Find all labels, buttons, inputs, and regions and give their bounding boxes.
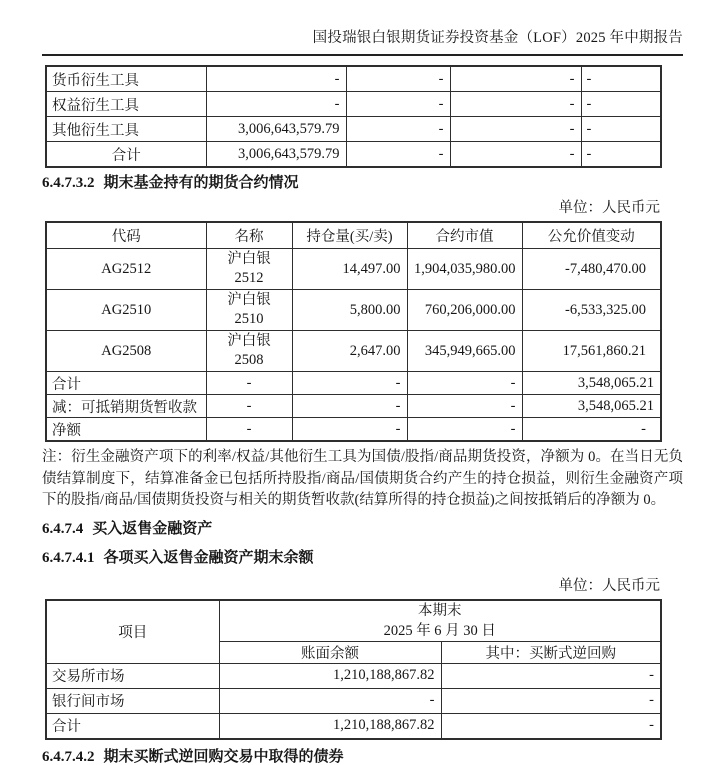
row-label: 减：可抵销期货暂收款: [46, 395, 206, 418]
period-label: 本期末: [418, 602, 462, 619]
cell-position: 14,497.00: [292, 249, 407, 290]
column-header-period: [219, 600, 661, 642]
section-text: 买入返售金融资产: [92, 520, 213, 537]
cell-outright-repo: -: [441, 688, 661, 713]
cell-name: [206, 290, 292, 331]
cell-fair-value-change: -7,480,470.00: [522, 249, 661, 290]
value-cell: -: [346, 92, 450, 117]
column-header-name: 名称: [206, 222, 292, 249]
cell-market-value: 345,949,665.00: [407, 331, 522, 372]
section-title-6-4-7-3-2: [42, 175, 683, 191]
column-header-item: 项目: [46, 600, 219, 664]
value-cell: -: [581, 117, 661, 142]
report-header-title: 国投瑞银白银期货证券投资基金（LOF）2025 年中期报告: [42, 26, 683, 56]
table-row: [46, 290, 661, 331]
cell-name-line2: 2510: [234, 311, 264, 327]
cell-fair-value-change: -6,533,325.00: [522, 290, 661, 331]
cell-position: -: [292, 418, 407, 442]
repo-assets-table: [45, 599, 662, 740]
derivatives-table: [45, 65, 662, 168]
section-title-6-4-7-4-1: [42, 550, 683, 566]
column-header-book-balance: 账面余额: [219, 641, 441, 663]
cell-position: 2,647.00: [292, 331, 407, 372]
derivatives-table-zone: [45, 65, 660, 168]
cell-name-line1: 沪白银: [227, 292, 271, 308]
table-header-row: [46, 222, 661, 249]
cell-name-line1: 沪白银: [227, 333, 271, 349]
value-cell: -: [346, 66, 450, 92]
value-cell: -: [206, 92, 346, 117]
value-cell: -: [206, 66, 346, 92]
row-label: 银行间市场: [46, 688, 219, 713]
table-header-row: [46, 600, 661, 642]
row-label: 交易所市场: [46, 663, 219, 688]
value-cell: -: [450, 66, 581, 92]
row-label: 合计: [46, 372, 206, 395]
value-cell: -: [346, 142, 450, 168]
section-number: 6.4.7.3.2: [42, 175, 95, 191]
value-cell: -: [581, 142, 661, 168]
cell-name: -: [206, 395, 292, 418]
table-row-net: [46, 418, 661, 442]
cell-name-line2: 2508: [234, 352, 264, 368]
repo-table-zone: [45, 599, 660, 740]
table-row-total: [46, 713, 661, 739]
cell-name: [206, 331, 292, 372]
cell-fair-value-change: 17,561,860.21: [522, 331, 661, 372]
cell-fair-value-change: 3,548,065.21: [522, 395, 661, 418]
row-label: 净额: [46, 418, 206, 442]
table-row: [46, 117, 661, 142]
cell-name: -: [206, 418, 292, 442]
table-row: [46, 92, 661, 117]
cell-code: AG2508: [46, 331, 206, 372]
cell-market-value: -: [407, 418, 522, 442]
value-cell: 3,006,643,579.79: [206, 142, 346, 168]
table-row: [46, 688, 661, 713]
section-text: 期末基金持有的期货合约情况: [103, 175, 299, 191]
cell-market-value: -: [407, 372, 522, 395]
value-cell: -: [450, 117, 581, 142]
table-row: [46, 66, 661, 92]
futures-holdings-table: [45, 221, 662, 442]
cell-name-line1: 沪白银: [227, 251, 271, 267]
section-title-6-4-7-4: [42, 521, 683, 537]
cell-name: [206, 249, 292, 290]
cell-market-value: -: [407, 395, 522, 418]
cell-name: -: [206, 372, 292, 395]
value-cell: -: [581, 66, 661, 92]
value-cell: -: [450, 142, 581, 168]
column-header-fair-value-change: 公允价值变动: [522, 222, 661, 249]
section-number: 6.4.7.4.2: [42, 748, 95, 765]
futures-table-zone: [45, 221, 660, 442]
cell-outright-repo: -: [441, 713, 661, 739]
cell-book-balance: 1,210,188,867.82: [219, 713, 441, 739]
cell-market-value: 760,206,000.00: [407, 290, 522, 331]
value-cell: -: [346, 117, 450, 142]
cell-code: AG2510: [46, 290, 206, 331]
value-cell: -: [450, 92, 581, 117]
row-label: 货币衍生工具: [46, 66, 206, 92]
table-row: [46, 331, 661, 372]
cell-book-balance: -: [219, 688, 441, 713]
table-row-offset: [46, 395, 661, 418]
cell-book-balance: 1,210,188,867.82: [219, 663, 441, 688]
period-date: 2025 年 6 月 30 日: [383, 622, 496, 639]
section-text: 期末买断式逆回购交易中取得的债券: [103, 748, 344, 765]
table-row: [46, 663, 661, 688]
section-text: 各项买入返售金融资产期末余额: [103, 549, 314, 566]
cell-position: -: [292, 395, 407, 418]
table-row: [46, 249, 661, 290]
cell-name-line2: 2512: [234, 270, 264, 286]
cell-position: 5,800.00: [292, 290, 407, 331]
table-row-total: [46, 372, 661, 395]
note-text: 注：衍生金融资产项下的利率/权益/其他衍生工具为国债/股指/商品期货投资，净额为 0。在当日无负债结算制度下，结算准备金已包括所持股指/商品/国债期货合约产生的持仓损益，则衍生金融资产项下的股指/商品/国债期货投资与相关的期货暂收款(结算所得的持仓损益)之间按抵销后的净额为 0。: [42, 449, 683, 508]
column-header-position: 持仓量(买/卖): [292, 222, 407, 249]
section-number: 6.4.7.4: [42, 520, 84, 537]
cell-position: -: [292, 372, 407, 395]
column-header-outright-repo: 其中：买断式逆回购: [441, 641, 661, 663]
row-label: 合计: [46, 713, 219, 739]
value-cell: -: [581, 92, 661, 117]
cell-outright-repo: -: [441, 663, 661, 688]
row-label: 合计: [46, 142, 206, 168]
table-row-total: [46, 142, 661, 168]
unit-label: 单位：人民币元: [558, 200, 660, 216]
value-cell: 3,006,643,579.79: [206, 117, 346, 142]
section-number: 6.4.7.4.1: [42, 549, 95, 566]
row-label: 其他衍生工具: [46, 117, 206, 142]
cell-fair-value-change: -: [522, 418, 661, 442]
unit-label: 单位：人民币元: [558, 577, 660, 594]
cell-market-value: 1,904,035,980.00: [407, 249, 522, 290]
column-header-market-value: 合约市值: [407, 222, 522, 249]
section-title-6-4-7-4-2: [42, 749, 683, 765]
row-label: 权益衍生工具: [46, 92, 206, 117]
cell-fair-value-change: 3,548,065.21: [522, 372, 661, 395]
column-header-code: 代码: [46, 222, 206, 249]
cell-code: AG2512: [46, 249, 206, 290]
